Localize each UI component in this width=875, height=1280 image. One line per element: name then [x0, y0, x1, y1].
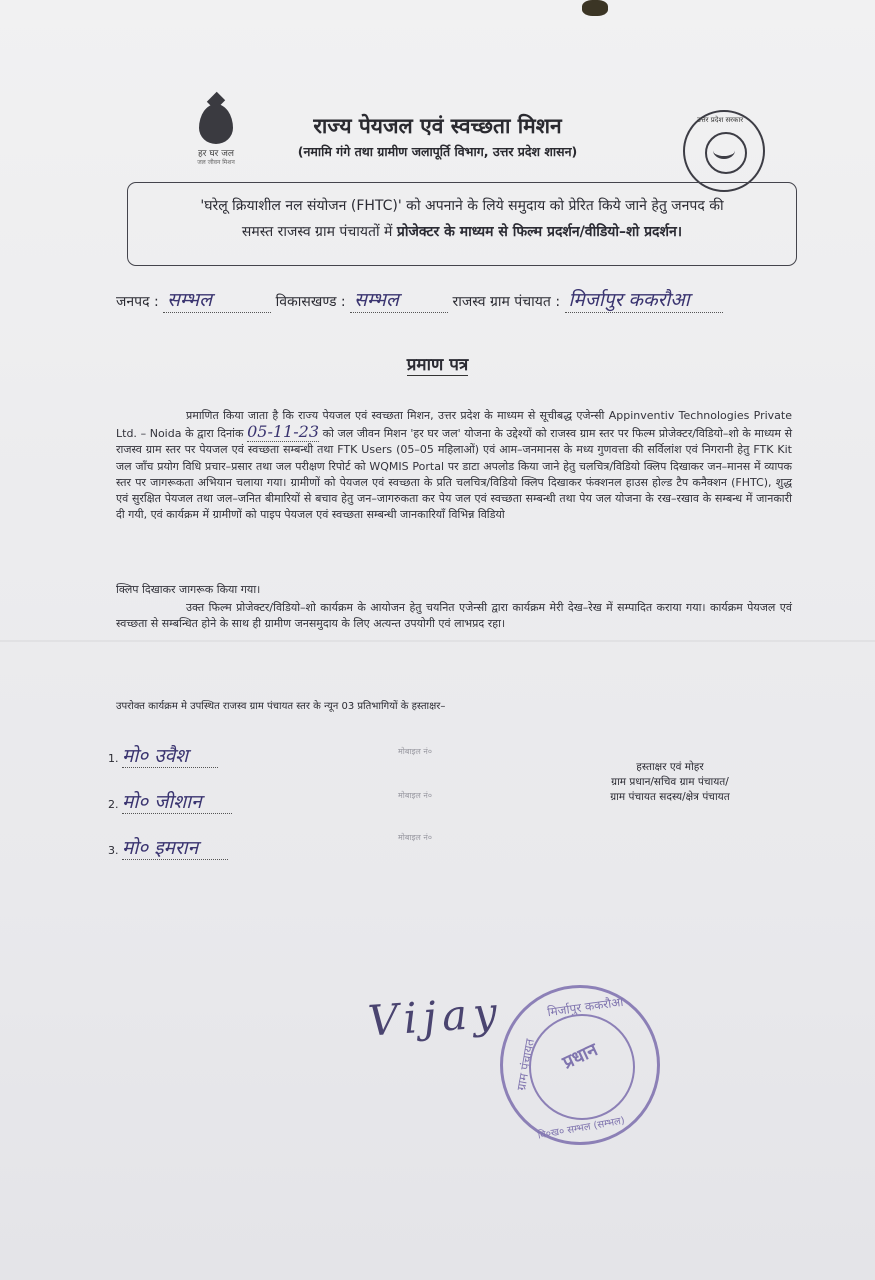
mobile-label-1: मोबाइल नं० [398, 747, 432, 756]
logo-text: हर घर जल [198, 149, 234, 159]
participant-list [108, 742, 232, 880]
notice-line-1: 'घरेलू क्रियाशील नल संयोजन (FHTC)' को अपनाने के लिये समुदाय को प्रेरित किये जाने हेतु जनपद की [200, 198, 724, 214]
janpad-value: सम्भल [163, 286, 271, 313]
stamp-center-text: प्रधान [559, 1039, 601, 1074]
mobile-label-2: मोबाइल नं० [398, 791, 432, 800]
body-paragraph-2: उक्त फिल्म प्रोजेक्टर/विडियो–शो कार्यक्रम के आयोजन हेतु चयनित एजेन्सी द्वारा कार्यक्रम मेरी देख–रेख में सम्पादित कराया गया। कार्यक्रम पेयजल एवं स्वच्छता से सम्बन्धित होने के साथ ही ग्रामीण जनसमुदाय के लिए अत्यन्त उपयोगी एवं लाभप्रद रहा। [116, 601, 792, 631]
event-date: 05-11-23 [247, 422, 319, 442]
certificate-title-text: प्रमाण पत्र [406, 355, 469, 375]
notice-line-2-bold: प्रोजेक्टर के माध्यम से फिल्म प्रदर्शन/वीडियो–शो प्रदर्शन। [396, 224, 683, 240]
pradhan-signature: Vijay [366, 987, 505, 1046]
janpad-label: जनपद : [116, 294, 159, 310]
insect-mark [582, 0, 608, 16]
location-fields [116, 286, 723, 313]
emblem-text: उत्तर प्रदेश सरकार [697, 116, 744, 124]
vikas-label: विकासखण्ड : [275, 294, 346, 310]
body-p1-b: को जल जीवन मिशन 'हर घर जल' योजना के उद्देश्यों को राजस्व ग्राम स्तर पर फिल्म प्रोजेक्टर/विडियो–शो के माध्यम से राजस्व ग्राम स्तर पर पेयजल एवं स्वच्छता सम्बन्धी तथा FTK Users (05–05 महिलाओं) एवं आम–जनमानस के मध्य गुणवत्ता की सर्विलांश एवं निगरानी हेतु FTK Kit जल जाँच प्रयोग विधि प्रचार–प्रसार तथा जल परीक्षण रिपोर्ट को WQMIS Portal पर डाटा अपलोड किया जाने हेतु चलचित्र/विडियो क्लिप दिखाकर जन–मानस में व्यापक स्तर पर जागरूकता अभियान चलाया गया। ग्रामीणों को पेयजल एवं स्वच्छता के प्रति चलचित्र/विडियो क्लिप दिखाकर फंक्शनल हाउस होल्ड टैप कनैक्शन (FHTC), शुद्ध एवं सुरक्षित पेयजल तथा जल–जनित बीमारियों से बचाव हेतु जन–जागरुकता कर पेय जल एवं स्वच्छता सम्बन्धी तथा पेय जल योजना के रख–रखाव के सम्बन्ध में जानकारी दी गयी, एवं कार्यक्रम में ग्रामीणों को पाइप पेयजल एवं स्वच्छता सम्बन्धी जानकारियाँ विभिन्न विडियो [116, 427, 793, 522]
department-subtitle: (नमामि गंगे तथा ग्रामीण जलापूर्ति विभाग, उत्तर प्रदेश शासन) [297, 144, 578, 159]
signatory-line-2: ग्राम प्रधान/सचिव ग्राम पंचायत/ [611, 776, 729, 788]
certificate-title [0, 352, 875, 375]
stamp-top-text: मिर्जापुर ककरौआ [546, 994, 625, 1020]
participant-number: 2. [108, 798, 119, 811]
paper-fold [0, 640, 875, 642]
participant-signature: मो० उवैश [122, 745, 218, 768]
body-p1-end: क्लिप दिखाकर जागरूक किया गया। [116, 583, 261, 596]
signatory-line-1: हस्ताक्षर एवं मोहर [636, 761, 704, 773]
participant-number: 3. [108, 844, 119, 857]
body-p1-a: प्रमाणित किया जाता है कि राज्य पेयजल एवं स्वच्छता मिशन, उत्तर प्रदेश के माध्यम से सूचीबद्ध एजेन्सी Appinventiv Technologies Private Ltd. – Noida के द्वारा दिनांक [116, 409, 792, 441]
signatory-block [560, 760, 780, 805]
participants-intro: उपरोक्त कार्यक्रम मे उपस्थित राजस्व ग्राम पंचायत स्तर के न्यून 03 प्रतिभागियों के हस्ताक्षर– [116, 701, 446, 712]
participant-signature: मो० जीशान [122, 791, 232, 814]
participant-row [108, 834, 232, 880]
participant-row [108, 788, 232, 834]
notice-box [127, 182, 797, 266]
logo-subtext: जल जीवन मिशन [197, 159, 235, 166]
gram-label: राजस्व ग्राम पंचायत : [452, 294, 561, 310]
pradhan-seal-stamp [500, 985, 660, 1145]
mobile-label-3: मोबाइल नं० [398, 833, 432, 842]
signatory-line-3: ग्राम पंचायत सदस्य/क्षेत्र पंचायत [610, 791, 730, 803]
participant-row [108, 742, 232, 788]
body-paragraph-1 [116, 408, 792, 523]
gram-value: मिर्जापुर ककरौआ [565, 286, 723, 313]
stamp-left-text: ग्राम पंचायत [514, 1037, 538, 1092]
participant-signature: मो० इमरान [122, 837, 228, 860]
mission-title: राज्य पेयजल एवं स्वच्छता मिशन [313, 114, 562, 138]
vikas-value: सम्भल [350, 286, 448, 313]
notice-line-2 [142, 219, 782, 245]
stamp-bottom-text: वि०ख० सम्भल (सम्भल) [536, 1115, 626, 1142]
notice-line-2-normal: समस्त राजस्व ग्राम पंचायतों में [241, 224, 393, 240]
participant-number: 1. [108, 752, 119, 765]
